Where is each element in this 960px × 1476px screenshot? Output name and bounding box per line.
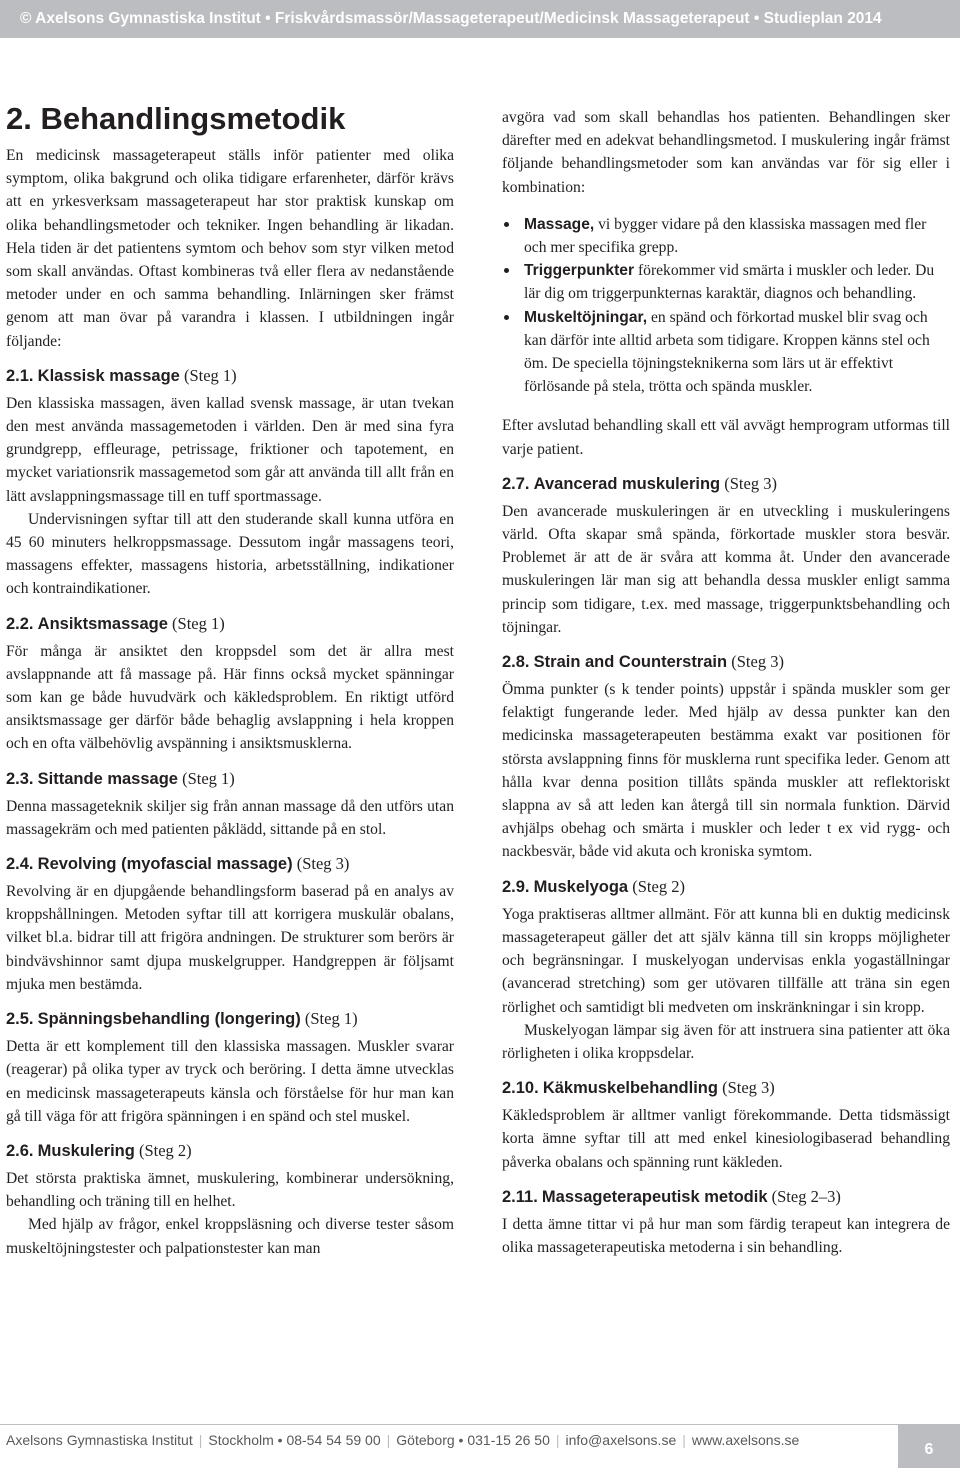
section-step: (Steg 2)	[632, 876, 685, 896]
left-column	[6, 100, 454, 1260]
list-item-text: vi bygger vidare på den klassiska massagen med fler och mer specifika grepp.	[524, 215, 927, 257]
list-item-term: Triggerpunkter	[524, 262, 635, 280]
section-paragraph: Undervisningen syftar till att den studerande skall kunna utföra en 45 60 minuters helkroppsmassage. Dessutom ingår massagens teori, massagens effekter, massagens historia, arbetsställning, indikationer och kontraindikationer.	[6, 510, 454, 598]
list-item	[502, 306, 950, 399]
footer-phone: 08-54 54 59 00	[286, 1432, 381, 1448]
section-paragraph: För många är ansiktet den kroppsdel som det är allra mest avslappnande att få massage på. Här finns också mycket spänningar som kan ge både huvudvärk och käkledsproblem. En riktigt utförd ansiktsmassage ger därför både behaglig avslappning i hela kroppen och en ofta välbehövlig avspänning i ansiktsmusklerna.	[6, 642, 454, 753]
section-heading-2-5	[6, 1007, 454, 1031]
header-plan: Studieplan 2014	[763, 10, 882, 27]
section-heading-2-8	[502, 650, 950, 674]
section-paragraph: Revolving är en djupgående behandlingsform baserad på en analys av kroppshållningen. Metoden syftar till att korrigera muskulär obalans, vilket bl.a. bidrar till att frigöra andningen. De strukturer som berörs är bindvävshinnor samt djupa muskelgrupper. Handgreppen är följsamt mjuka men bestämda.	[6, 883, 454, 993]
section-heading-2-10	[502, 1076, 950, 1100]
intro-paragraph: En medicinsk massageterapeut ställs inför patienter med olika symptom, olika bakgrund och olika tidigare erfarenheter, därför krävs att en yrkesverksam massageterapeut har stor praktisk kunskap om olika behandlingsmetoder och tekniker. Ingen behandling är likadan. Hela tiden är det patientens symtom och behov som styr vilken metod som skall användas. Oftast kombineras två eller flera av nedanstående metoder under en och samma behandling. Inlärningen sker främst genom att man övar på varandra i klassen. I utbildningen ingår följande:	[6, 147, 454, 350]
footer-city: Stockholm	[208, 1432, 274, 1448]
section-title: Spänningsbehandling (longering)	[37, 1010, 301, 1029]
section-title: Muskelyoga	[533, 877, 629, 896]
footer-contact: Axelsons Gymnastiska Institut | Stockholm • 08-54 54 59 00 | Göteborg • 031-15 26 50 | info@axelsons.se | www.axelsons.se	[6, 1432, 800, 1448]
section-paragraph: I detta ämne tittar vi på hur man som färdig terapeut kan integrera de olika massageterapeutiska metoderna i sin behandling.	[502, 1215, 950, 1256]
section-number: 2.2.	[6, 614, 34, 633]
section-paragraph: Ömma punkter (s k tender points) uppstår i spända muskler som ger felaktigt fungerande leder. Med hjälp av dessa punkter kan den medicinska massageterapeuten bestämma exakt var positionen för största avslappning finns för musklerna runt specifika leder. Genom att hålla kvar denna position tillåts spända muskler att reflektoriskt slappna av så att leden kan återgå till sin normala funktion. Därvid avhjälps obehag och smärta i muskler och leder t ex vid rygg- och nackbesvär, både vid akuta och kroniska symtom.	[502, 681, 950, 861]
section-paragraph: Det största praktiska ämnet, muskulering, kombinerar undersökning, behandling och träning till en helhet.	[6, 1169, 454, 1211]
section-title: Muskulering	[37, 1141, 135, 1160]
list-item	[502, 213, 950, 259]
section-paragraph: Med hjälp av frågor, enkel kroppsläsning och diverse tester såsom muskeltöjningstester och palpationstester kan man	[6, 1216, 454, 1257]
bullet-icon	[504, 315, 509, 320]
section-paragraph: Den klassiska massagen, även kallad svensk massage, är utan tvekan den mest använda massagemetoden i världen. Den är med sina fyra grundgrepp, effleurage, petrissage, friktioner och tapotement, en mycket variationsrik massagemetod som går att använda till allt från en lätt avslappningsmassage till en tuff sportmassage.	[6, 394, 454, 505]
footer-divider	[0, 1424, 960, 1425]
section-paragraph: avgöra vad som skall behandlas hos patienten. Behandlingen sker därefter med en adekvat behandlingsmetod. I muskulering ingår främst följande behandlingsmetoder som kan användas var för sig eller i kombination:	[502, 109, 950, 196]
method-list	[502, 213, 950, 399]
section-paragraph: Den avancerade muskuleringen är en utveckling i muskuleringens värld. Ofta skapar små spända, förkortade muskler stora besvär. Problemet är att de är svåra att komma åt. Under den avancerade muskuleringen lär man sig att behandla dessa muskler enligt samma princip som tidigare, t.ex. med massage, triggerpunktsbehandling och töjningar.	[502, 502, 950, 636]
list-item-text: en spänd och förkortad muskel blir svag och kan därför inte alltid arbeta som tidigare. Kroppen känns stel och öm. De speciella töjningsteknikerna som lärs ut är effektivt förlösande på stela, trötta och spända muskler.	[524, 308, 930, 396]
footer-separator: |	[386, 1432, 391, 1448]
footer-phone: 031-15 26 50	[467, 1432, 550, 1448]
page-title: 2. Behandlingsmetodik	[6, 101, 346, 136]
section-step: (Steg 2)	[138, 1140, 192, 1160]
header-bullet: •	[753, 10, 760, 27]
section-heading-2-7	[502, 472, 950, 496]
bullet-icon	[504, 222, 509, 227]
section-number: 2.1.	[6, 366, 34, 385]
section-number: 2.5.	[6, 1010, 34, 1029]
footer-institute: Axelsons Gymnastiska Institut	[6, 1432, 193, 1448]
section-heading-2-4	[6, 852, 454, 876]
footer-email-link[interactable]: info@axelsons.se	[565, 1432, 677, 1448]
footer-city: Göteborg	[396, 1432, 455, 1448]
section-heading-2-3	[6, 767, 454, 791]
section-step: (Steg 1)	[304, 1009, 358, 1029]
page-header	[0, 0, 960, 38]
section-heading-2-2	[6, 612, 454, 636]
section-step: (Steg 1)	[183, 365, 237, 385]
section-step: (Steg 3)	[731, 652, 784, 672]
section-number: 2.4.	[6, 855, 34, 874]
section-step: (Steg 3)	[296, 854, 350, 874]
header-program: Friskvårdsmassör/Massageterapeut/Medicinsk Massageterapeut	[274, 10, 750, 27]
section-number: 2.3.	[6, 769, 34, 788]
section-title: Revolving (myofascial massage)	[37, 855, 293, 874]
section-title: Ansiktsmassage	[37, 614, 168, 633]
section-heading-2-6	[6, 1139, 454, 1163]
list-item-text: förekommer vid smärta i muskler och leder. Du lär dig om triggerpunkternas karaktär, diagnos och behandling.	[524, 262, 935, 303]
list-item-term: Muskeltöjningar,	[524, 308, 648, 326]
copyright-symbol: ©	[20, 10, 32, 27]
header-bullet: •	[265, 10, 271, 27]
section-number: 2.8.	[502, 653, 530, 672]
section-heading-2-1	[6, 364, 454, 388]
section-paragraph: Yoga praktiseras alltmer allmänt. För att kunna bli en duktig medicinsk massageterapeut gäller det att själv känna till sin kropps möjligheter och begränsningar. I muskelyogan undervisas enkla yogaställningar (avancerad stretching) som ger utövaren tillfälle att träna sin egen rörlighet och samtidigt bli medveten om inskränkningar i sin kropp.	[502, 905, 950, 1016]
section-number: 2.7.	[502, 474, 530, 493]
section-number: 2.11.	[502, 1187, 538, 1206]
header-institute: Axelsons Gymnastiska Institut	[35, 10, 261, 27]
section-paragraph: Detta är ett komplement till den klassiska massagen. Muskler svarar (reagerar) på olika typer av tryck och beröring. I detta ämne utvecklas en medicinsk massageterapeuts känsla och förståelse för hur man kan gå till väga för att frigöra spänningen i en spänd och stel muskel.	[6, 1038, 454, 1125]
section-number: 2.6.	[6, 1141, 34, 1160]
section-heading-2-11	[502, 1185, 950, 1209]
section-paragraph: Muskelyogan lämpar sig även för att instruera sina patienter att öka rörligheten i olika kroppsdelar.	[502, 1021, 950, 1062]
right-column	[502, 106, 950, 1259]
list-item-term: Massage,	[524, 215, 595, 233]
footer-separator: |	[555, 1432, 560, 1448]
section-step: (Steg 1)	[172, 613, 225, 633]
page-number: 6	[898, 1424, 960, 1468]
list-item	[502, 259, 950, 305]
section-title: Strain and Counterstrain	[533, 653, 728, 672]
section-heading-2-9	[502, 875, 950, 899]
section-step: (Steg 2–3)	[771, 1186, 841, 1206]
bullet-icon	[504, 268, 509, 273]
section-title: Käkmuskelbehandling	[542, 1079, 718, 1098]
section-step: (Steg 3)	[722, 1078, 775, 1098]
section-number: 2.10.	[502, 1079, 539, 1098]
section-title: Sittande massage	[37, 769, 178, 788]
section-step: (Steg 3)	[724, 473, 777, 493]
section-title: Klassisk massage	[37, 366, 180, 385]
page-footer	[0, 1424, 960, 1468]
footer-separator: |	[682, 1432, 686, 1448]
section-title: Massageterapeutisk metodik	[541, 1187, 768, 1206]
section-step: (Steg 1)	[182, 768, 235, 788]
footer-separator: |	[198, 1432, 203, 1448]
footer-web-link[interactable]: www.axelsons.se	[691, 1432, 800, 1448]
section-paragraph: Käkledsproblem är alltmer vanligt förekommande. Detta tidsmässigt korta ämne syftar till att med enkel kinesiologibaserad behandling påverka obalans och spänning runt käkleden.	[502, 1107, 950, 1171]
section-paragraph: Efter avslutad behandling skall ett väl avvägt hemprogram utformas till varje patient.	[502, 417, 950, 458]
section-title: Avancerad muskulering	[533, 474, 721, 493]
section-number: 2.9.	[502, 877, 530, 896]
section-paragraph: Denna massageteknik skiljer sig från annan massage då den utförs utan massagekräm och med patienten påklädd, sittande på en stol.	[6, 797, 454, 838]
